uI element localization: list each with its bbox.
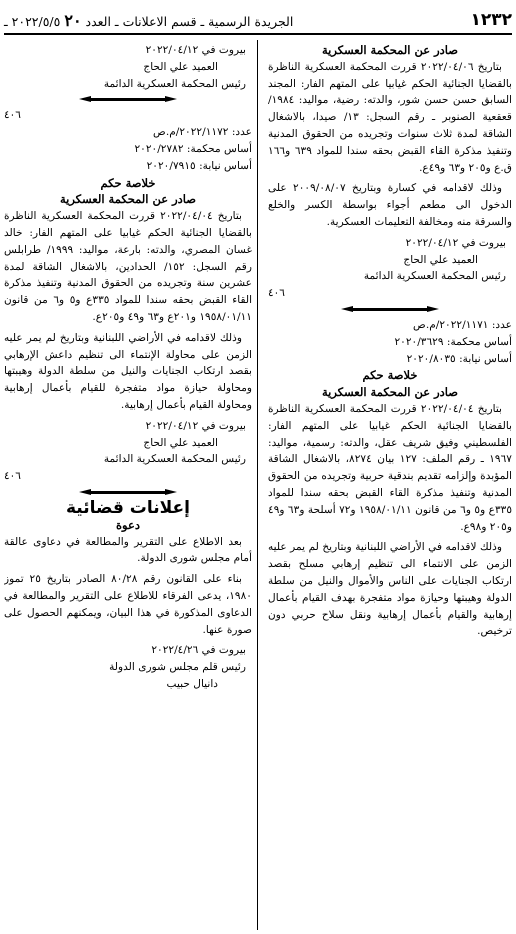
section-title: صادر عن المحكمة العسكرية — [59, 192, 197, 207]
signer-name: العميد علي الحاج — [143, 436, 218, 449]
publication-line — [4, 11, 293, 30]
section-separator — [89, 98, 167, 101]
judgment-reason: وذلك لاقدامه في كسارة وبتاريخ ٢٠٠٩/٠٨/٠٧ على الدخول الى مطعم أجواء بواسطة الكسر والخلع والسرقة منه ومخالفة التعليمات العسكرية. — [268, 182, 512, 228]
page-number: ١٢٣٢ — [470, 10, 512, 30]
announcement-text: بناء على القانون رقم ٨٠/٢٨ الصادر بتاريخ ٢٥ تموز ١٩٨٠، يدعى الفرقاء للاطلاع على التقرير والمطالعة في الدعاوى المذكورة في هذا البيان، ويمكنهم الحصول على صورة عنها. — [4, 573, 252, 636]
signer-title: رئيس المحكمة العسكرية الدائمة — [103, 77, 246, 90]
section-heading: خلاصة حكم — [362, 368, 418, 383]
prosecution-basis: أساس نيابة: ٢٠٢٠/٨٠٣٥ — [406, 352, 512, 365]
announcement-text: بعد الاطلاع على التقرير والمطالعة في دعاوى عالقة أمام مجلس شورى الدولة. — [4, 535, 252, 565]
publication-title: الجريدة الرسمية ـ قسم الاعلانات ـ العدد — [85, 14, 294, 29]
place-date: بيروت في ٢٠٢٢/٠٤/١٢ — [145, 419, 246, 432]
issue-number: ٢٠ — [64, 11, 82, 30]
signer-name: العميد علي الحاج — [143, 60, 218, 73]
signer-name: العميد علي الحاج — [403, 253, 478, 266]
left-column — [4, 42, 252, 928]
signer-name: دانيال حبيب — [166, 677, 218, 690]
section-title: صادر عن المحكمة العسكرية — [321, 43, 459, 57]
judgment-reason: وذلك لاقدامه في الأراضي اللبنانية وبتاريخ لم يمر عليه الزمن على محاولة الإنتماء الى تنظيم داعش الإرهابي بقصد ارتكاب الجنايات والنيل من سلطة الدولة وهيبتها ومحاولة حيازة مواد متفجرة للقيام بأعمال إرهابية ومحاولة القيام بأعمال إرهابية. — [4, 331, 252, 411]
reference-number: ٤٠٦ — [4, 470, 21, 483]
court-basis: أساس محكمة: ٢٠٢٠/٣٦٢٩ — [394, 335, 512, 348]
signer-title: رئيس المحكمة العسكرية الدائمة — [103, 453, 246, 466]
prosecution-basis: أساس نيابة: ٢٠٢٠/٧٩١٥ — [146, 159, 252, 172]
place-date: بيروت في ٢٠٢٢/٤/٢٦ — [151, 644, 246, 657]
reference-number: ٤٠٦ — [4, 109, 21, 122]
column-divider — [257, 40, 258, 930]
judgment-text: بتاريخ ٢٠٢٢/٠٤/٠٤ قررت المحكمة العسكرية الناظرة بالقضايا الجنائية الحكم غيابيا على المتهم الفار: الفلسطيني وفيق شريف عقل، والدته: رسمية، مواليد: ١٩٦٧ ـ رقم الملف: ١٢٧ بيان ٨٢٧٤، بالاشغال الشاقة المؤبدة وإلزامه تقديم بندقية حربية وتجريده من الحقوق المدنية وتنفيذ مذكرة القاء القبض بحقه سندا للمواد ٣٣٥ع و٥ و٦ من قانون ١٩٥٨/٠١/١١ و٧٢ أسلحة و٦٣ و٤٩ و٢٠٥ و٩٨ع. — [268, 402, 512, 533]
signer-title: رئيس قلم مجلس شورى الدولة — [109, 661, 246, 674]
section-separator — [351, 308, 429, 311]
section-heading: خلاصة حكم — [100, 175, 156, 190]
place-date: بيروت في ٢٠٢٢/٠٤/١٢ — [405, 236, 506, 249]
case-number: عدد: ٢٠٢٢/١١٧١/م.ص — [413, 318, 512, 331]
judgment-text: بتاريخ ٢٠٢٢/٠٤/٠٤ قررت المحكمة العسكرية الناظرة بالقضايا الجنائية الحكم غيابيا على المتهم الفار: خالد غسان المصري، والدته: بارعة، مواليد: ١٩٩٩/ طرابلس رقم السجل: ١٥٢/ الحدادين، بالاشغال الشاقة لمدة عشرين سنة وتجريده من الحقوق المدنية وتنفيذ مذكرة القاء القبض بحقه سندا للمواد ٣٣٥ع و٥ و٦ من قانون ١٩٥٨/٠١/١١ و٢٠١ع و٦٣ و٤٩ و٢٠٥ع. — [4, 210, 252, 323]
judgment-reason: وذلك لاقدامه في الأراضي اللبنانية وبتاريخ لم يمر عليه الزمن على الانتماء الى تنظيم إرهابي مسلح بقصد ارتكاب الجنايات على الناس والأموال والنيل من سلطة الدولة وهيبتها وحيازة مواد متفجرة بهدف القيام بأعمال إرهابية والقيام بأعمال إرهابية ونقل سلاح حربي دون ترخيص. — [268, 541, 512, 638]
judgment-text: بتاريخ ٢٠٢٢/٠٤/٠٦ قررت المحكمة العسكرية الناظرة بالقضايا الجنائية الحكم غيابيا على المتهم الفار: المجند السابق حسن حسن شور، والدته: رضية، مواليد: ١٩٨٤/ قعقعية الصنوبر ـ رقم السجل: ١٣/ صيدا، بالاشغال الشاقة لمدة ثلاث سنوات وتجريده من الحقوق المدنية وتنفيذ مذكرة القاء القبض بحقه سندا للمواد ٦٣٩ و١٦٦ ق.ع و٢٠٥ و٦٣ و٤٩ع. — [268, 60, 512, 174]
issue-date: ٢٠٢٢/٥/٥ ـ — [4, 14, 61, 29]
announcement-subheading: دعوة — [116, 517, 140, 532]
announcements-heading: إعلانات قضائية — [65, 497, 190, 518]
court-basis: أساس محكمة: ٢٠٢٠/٢٧٨٢ — [134, 142, 252, 155]
section-separator — [89, 491, 167, 494]
section-title: صادر عن المحكمة العسكرية — [321, 385, 459, 400]
case-number: عدد: ٢٠٢٢/١١٧٢/م.ص — [153, 126, 252, 139]
right-column — [268, 42, 512, 928]
signer-title: رئيس المحكمة العسكرية الدائمة — [363, 270, 506, 283]
page-header — [4, 4, 512, 35]
reference-number: ٤٠٦ — [268, 287, 285, 300]
place-date: بيروت في ٢٠٢٢/٠٤/١٢ — [145, 44, 246, 56]
